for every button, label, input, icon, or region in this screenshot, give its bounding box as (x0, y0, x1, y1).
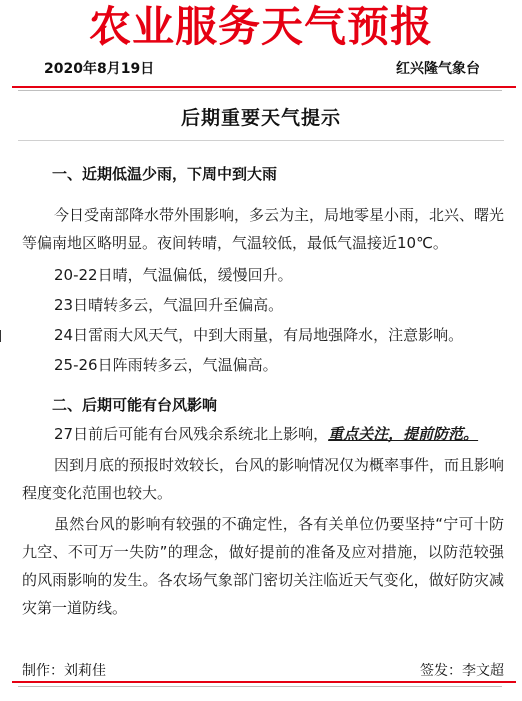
bottom-red-rule (12, 681, 516, 683)
forecast-line-1: 20-22日晴，气温偏低，缓慢回升。 (54, 266, 293, 284)
typhoon-lead: 27日前后可能有台风残余系统北上影响， (54, 425, 329, 443)
forecast-line-4: 25-26日阵雨转多云，气温偏高。 (54, 356, 278, 374)
section1-heading: 一、近期低温少雨，下周中到大雨 (52, 165, 278, 183)
masthead-title: 农业服务天气预报 (88, 2, 433, 51)
typhoon-paragraph-2: 因到月底的预报时效较长，台风的影响情况仅为概率事件，而且影响程度变化范围也较大。 (22, 456, 505, 502)
forecast-line-2: 23日晴转多云，气温回升至偏高。 (54, 296, 284, 314)
signer-credit: 签发：李文超 (420, 663, 504, 679)
author-credit: 制作：刘莉佳 (22, 663, 106, 679)
bottom-thin-rule (18, 686, 502, 687)
subtitle-rule (18, 140, 504, 141)
document-subtitle: 后期重要天气提示 (180, 107, 341, 129)
typhoon-paragraph-3: 虽然台风的影响有较强的不确定性，各有关单位仍要坚持“宁可十防九空、不可万一失防”的理念，做好提前的准备及应对措施，以防范较强的风雨影响的发生。各农场气象部门密切关注临近天气变化，做好防灾减灾第一道防线。 (22, 515, 504, 617)
typhoon-paragraph-1 (22, 420, 504, 448)
forecast-line-3: 24日雷雨大风天气，中到大雨量，有局地强降水，注意影响。 (54, 326, 464, 344)
section2-heading: 二、后期可能有台风影响 (52, 396, 218, 414)
top-thin-rule (18, 90, 502, 91)
issuing-station: 红兴隆气象台 (396, 61, 480, 77)
top-red-rule (12, 86, 516, 88)
meta-row (0, 58, 522, 78)
issue-date: 2020年8月19日 (44, 61, 155, 77)
emphasis-warning: 重点关注，提前防范。 (328, 425, 479, 443)
section1-intro: 今日受南部降水带外围影响，多云为主，局地零星小雨，北兴、曙光等偏南地区略明显。夜间转晴，气温较低，最低气温接近10℃。 (22, 206, 505, 252)
cut-mark (0, 330, 1, 342)
